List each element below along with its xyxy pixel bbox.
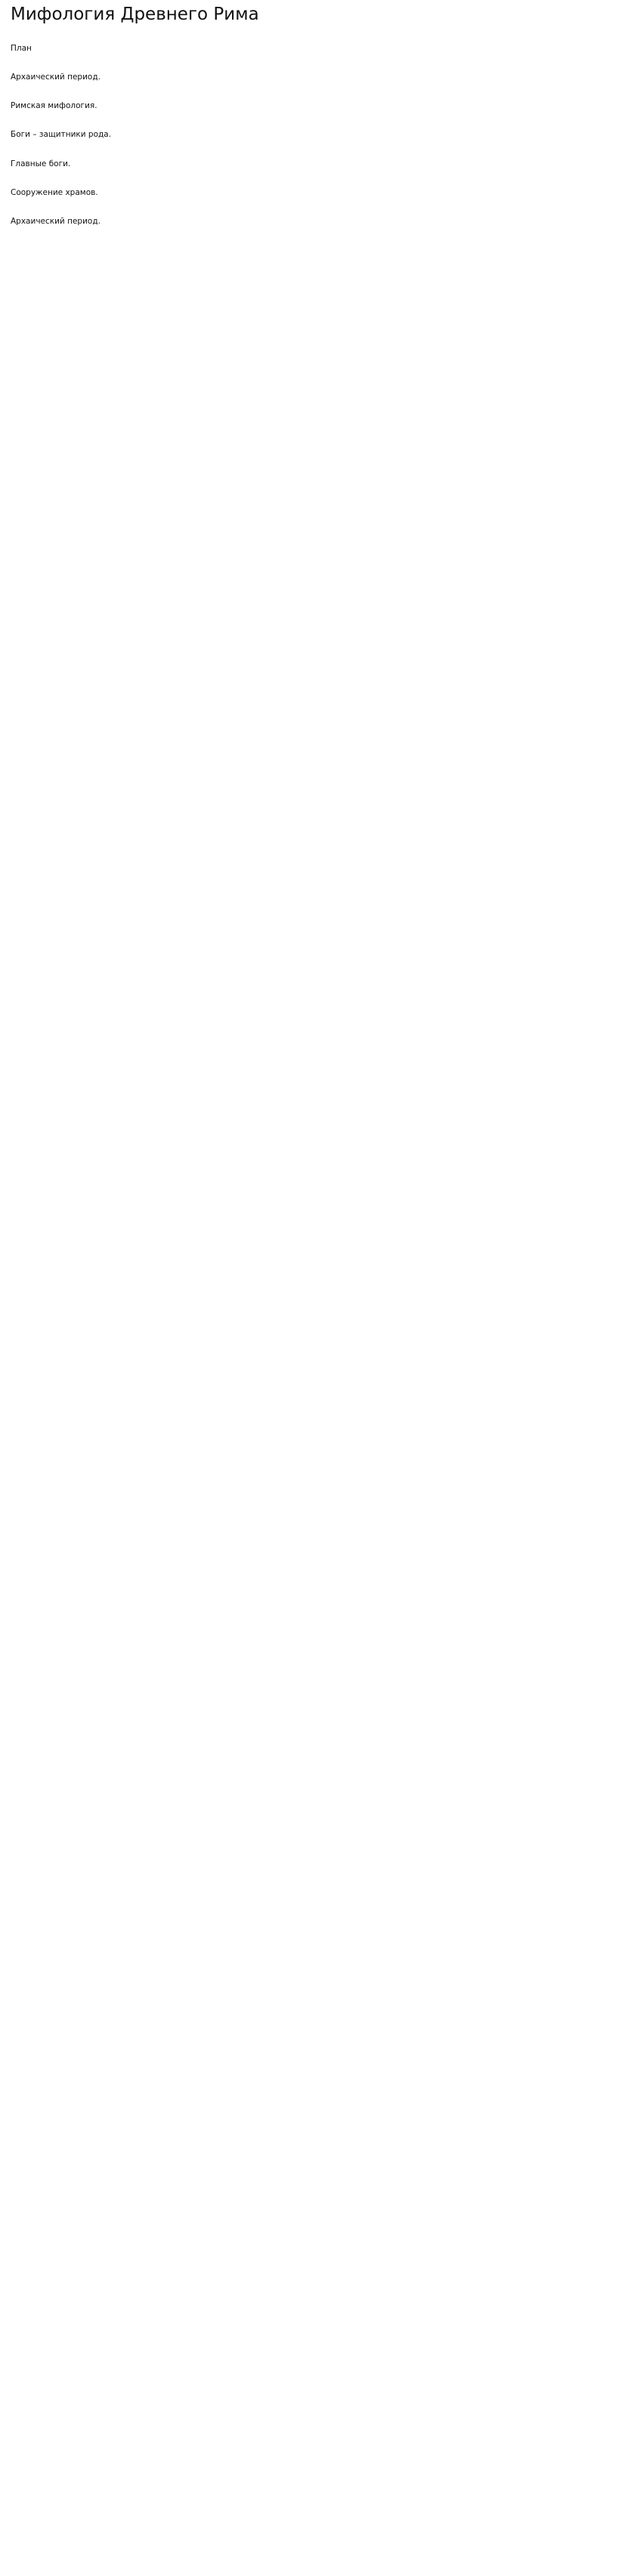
paragraph [11, 1498, 629, 1687]
plan-item: Архаический период. [11, 72, 100, 82]
document-page [8, 0, 632, 2450]
paragraph [11, 786, 629, 975]
section-heading: Архаический период. [11, 217, 100, 227]
paragraph [11, 1110, 629, 1120]
paragraph [11, 1768, 629, 1821]
paragraph [11, 1697, 629, 1758]
plan-heading: План [11, 43, 32, 53]
paragraph [11, 324, 629, 437]
paragraph [11, 986, 629, 1099]
paragraph [11, 617, 629, 776]
paragraph [11, 1194, 629, 1247]
plan-item: Главные боги. [11, 159, 71, 168]
article-body [11, 238, 629, 2450]
plan-item: Сооружение храмов. [11, 187, 98, 197]
paragraph [11, 2326, 629, 2386]
paragraph [11, 1131, 629, 1184]
paragraph [11, 2019, 629, 2095]
plan-item: Римская мифология. [11, 101, 97, 111]
plan-list [11, 71, 629, 199]
plan-item: Боги – защитники рода. [11, 130, 112, 140]
paragraph [11, 1329, 629, 1487]
paragraph [11, 2105, 629, 2181]
paragraph [11, 2191, 629, 2252]
paragraph [11, 448, 629, 607]
paragraph [11, 1832, 629, 1945]
paragraph [11, 1956, 629, 2009]
paragraph [11, 1258, 629, 1318]
paragraph [11, 2397, 629, 2450]
paragraph [11, 2262, 629, 2315]
paragraph [11, 238, 629, 314]
page-title: Мифология Древнего Рима [11, 5, 259, 24]
